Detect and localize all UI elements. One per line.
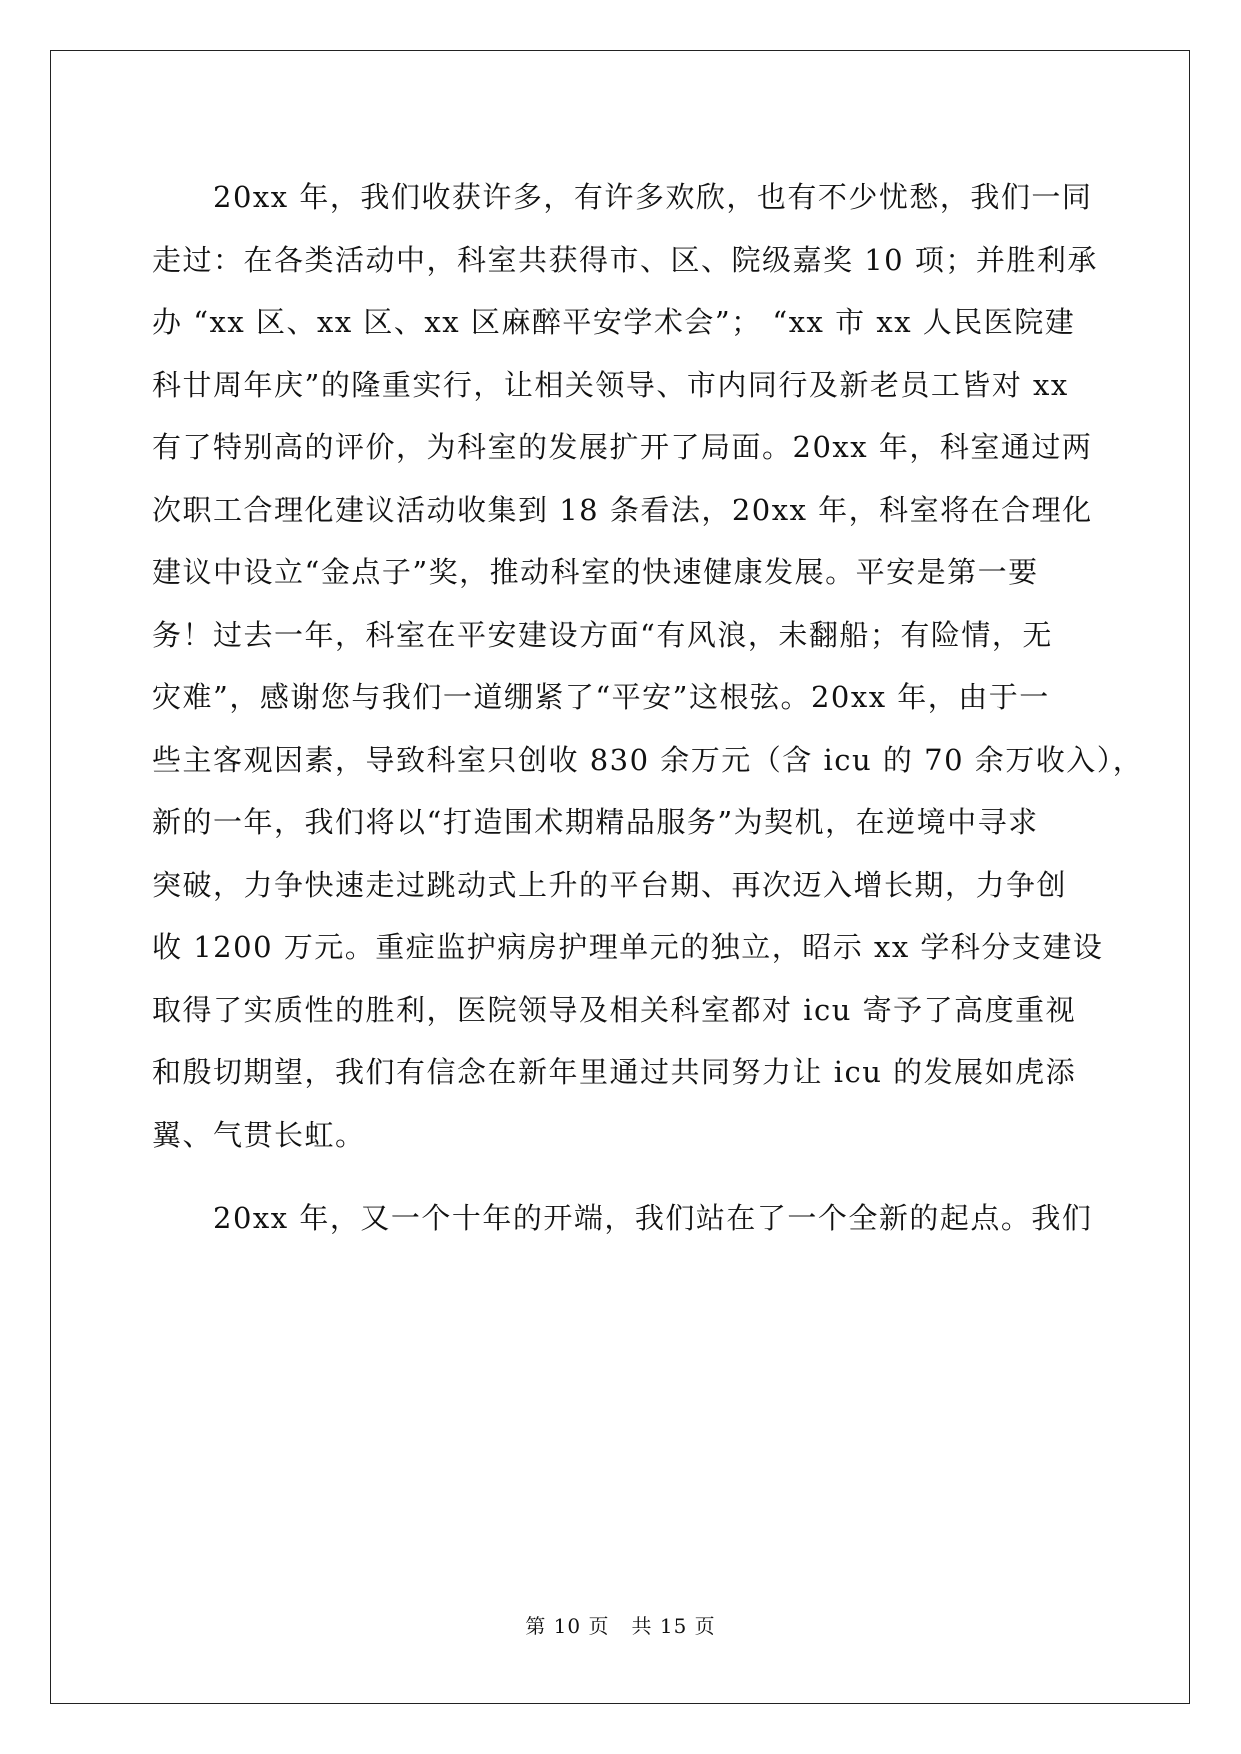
- text-line: 和殷切期望，我们有信念在新年里通过共同努力让 icu 的发展如虎添: [152, 1055, 1077, 1089]
- text-line: 20xx 年，又一个十年的开端，我们站在了一个全新的起点。我们: [152, 1201, 1093, 1235]
- text-line: 收 1200 万元。重症监护病房护理单元的独立，昭示 xx 学科分支建设: [152, 930, 1104, 964]
- paragraph-2: [152, 1187, 1097, 1250]
- text-line: 科廿周年庆”的隆重实行，让相关领导、市内同行及新老员工皆对 xx: [152, 367, 1069, 402]
- paragraph-gap: [152, 1166, 1097, 1187]
- page-number: 第 10 页: [525, 1614, 610, 1638]
- text-line: 有了特别高的评价，为科室的发展扩开了局面。20xx 年，科室通过两: [152, 430, 1093, 464]
- text-line: 20xx 年，我们收获许多，有许多欢欣，也有不少忧愁，我们一同: [152, 180, 1093, 214]
- text-line: 些主客观因素，导致科室只创收 830 余万元（含 icu 的 70 余万收入），: [152, 742, 1144, 777]
- text-line: 新的一年，我们将以“打造围术期精品服务”为契机，在逆境中寻求: [152, 805, 1039, 839]
- text-line: 办 “xx 区、xx 区、xx 区麻醉平安学术会”； “xx 市 xx 人民医院建: [152, 305, 1076, 339]
- text-line: 走过：在各类活动中，科室共获得市、区、院级嘉奖 10 项；并胜利承: [152, 242, 1098, 277]
- page-total: 共 15 页: [631, 1614, 716, 1638]
- text-line: 灾难”，感谢您与我们一道绷紧了“平安”这根弦。20xx 年，由于一: [152, 680, 1050, 714]
- text-line: 突破，力争快速走过跳动式上升的平台期、再次迈入增长期，力争创: [152, 867, 1068, 902]
- page-footer: [0, 1610, 1241, 1639]
- text-line: 务！过去一年，科室在平安建设方面“有风浪，未翻船；有险情，无: [152, 617, 1053, 652]
- paragraph-1: [152, 166, 1144, 1166]
- text-line: 建议中设立“金点子”奖，推动科室的快速健康发展。平安是第一要: [152, 555, 1039, 589]
- text-line: 翼、气贯长虹。: [152, 1117, 366, 1152]
- document-body: [152, 166, 1144, 1250]
- text-line: 取得了实质性的胜利，医院领导及相关科室都对 icu 寄予了高度重视: [152, 992, 1077, 1027]
- text-line: 次职工合理化建议活动收集到 18 条看法，20xx 年，科室将在合理化: [152, 492, 1093, 527]
